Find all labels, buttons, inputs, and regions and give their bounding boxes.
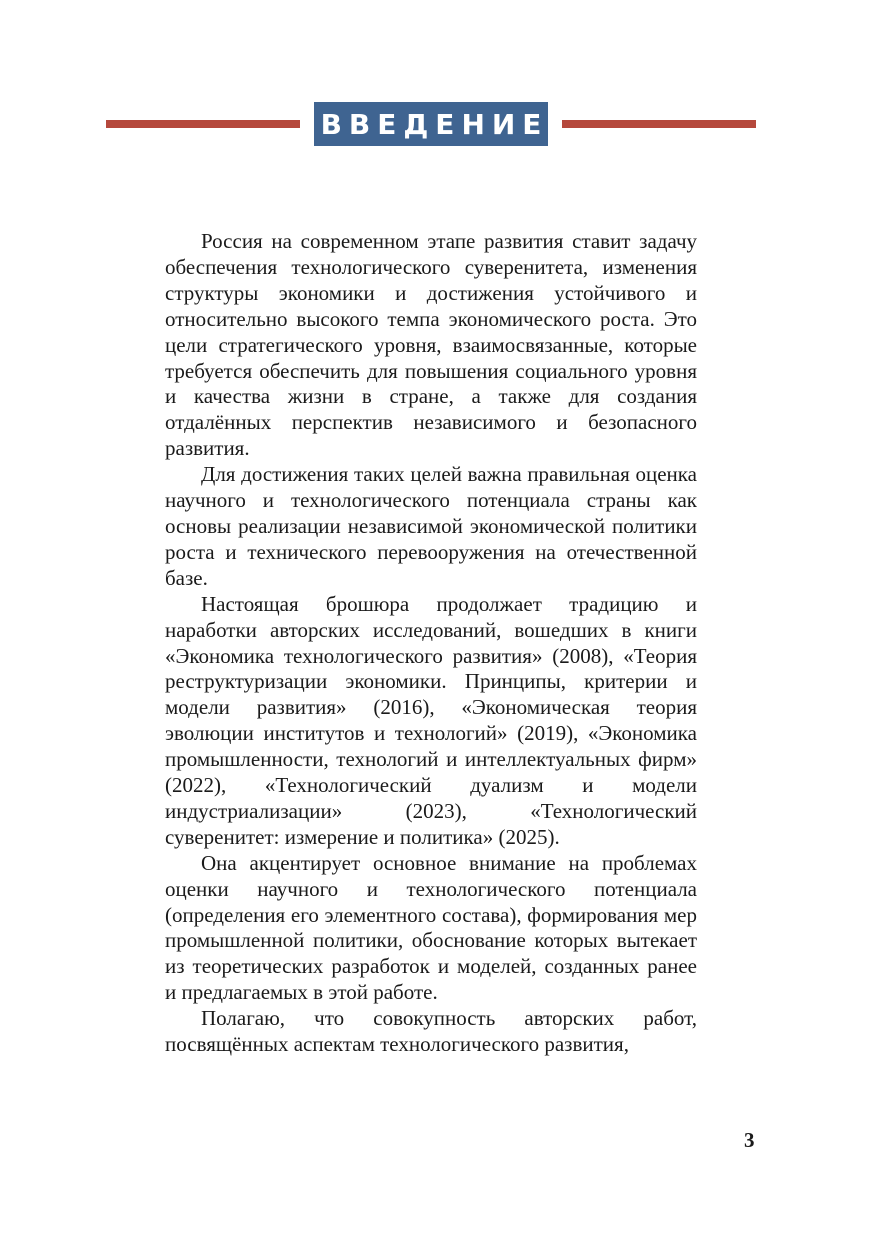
chapter-title: ВВЕДЕНИЕ: [314, 102, 548, 146]
paragraph: Россия на современном этапе развития ставит задачу обеспечения технологического суверенитета, изменения структуры экономики и достижения устойчивого и относительно высокого темпа экономического роста. Это цели стратегического уровня, взаимосвязанные, которые требуется обеспечить для повышения социального уровня и качества жизни в стране, а также для создания отдалённых перспектив независимого и безопасного развития.: [165, 229, 697, 461]
decorative-rule-left: [106, 120, 300, 128]
paragraph: Настоящая брошюра продолжает традицию и наработки авторских исследований, вошедших в книги «Экономика технологического развития» (2008), «Теория реструктуризации экономики. Принципы, критерии и модели развития» (2016), «Экономическая теория эволюции институтов и технологий» (2019), «Экономика промышленности, технологий и интеллектуальных фирм» (2022), «Технологический дуализм и модели индустриализации» (2023), «Технологический суверенитет: измерение и политика» (2025).: [165, 591, 697, 849]
paragraph: Для достижения таких целей важна правильная оценка научного и технологического потенциала страны как основы реализации независимой экономической политики роста и технического перевооружения на отечественной базе.: [165, 462, 697, 590]
paragraph: Она акцентирует основное внимание на проблемах оценки научного и технологического потенциала (определения его элементного состава), формирования мер промышленной политики, обоснование которых вытекает из теоретических разработок и моделей, созданных ранее и предлагаемых в этой работе.: [165, 850, 697, 1005]
page-number: 3: [744, 1128, 755, 1152]
paragraph: Полагаю, что совокупность авторских работ, посвящённых аспектам технологического развития,: [165, 1006, 697, 1057]
body-text: [165, 229, 697, 1058]
decorative-rule-right: [562, 120, 756, 128]
chapter-header: [0, 102, 875, 146]
